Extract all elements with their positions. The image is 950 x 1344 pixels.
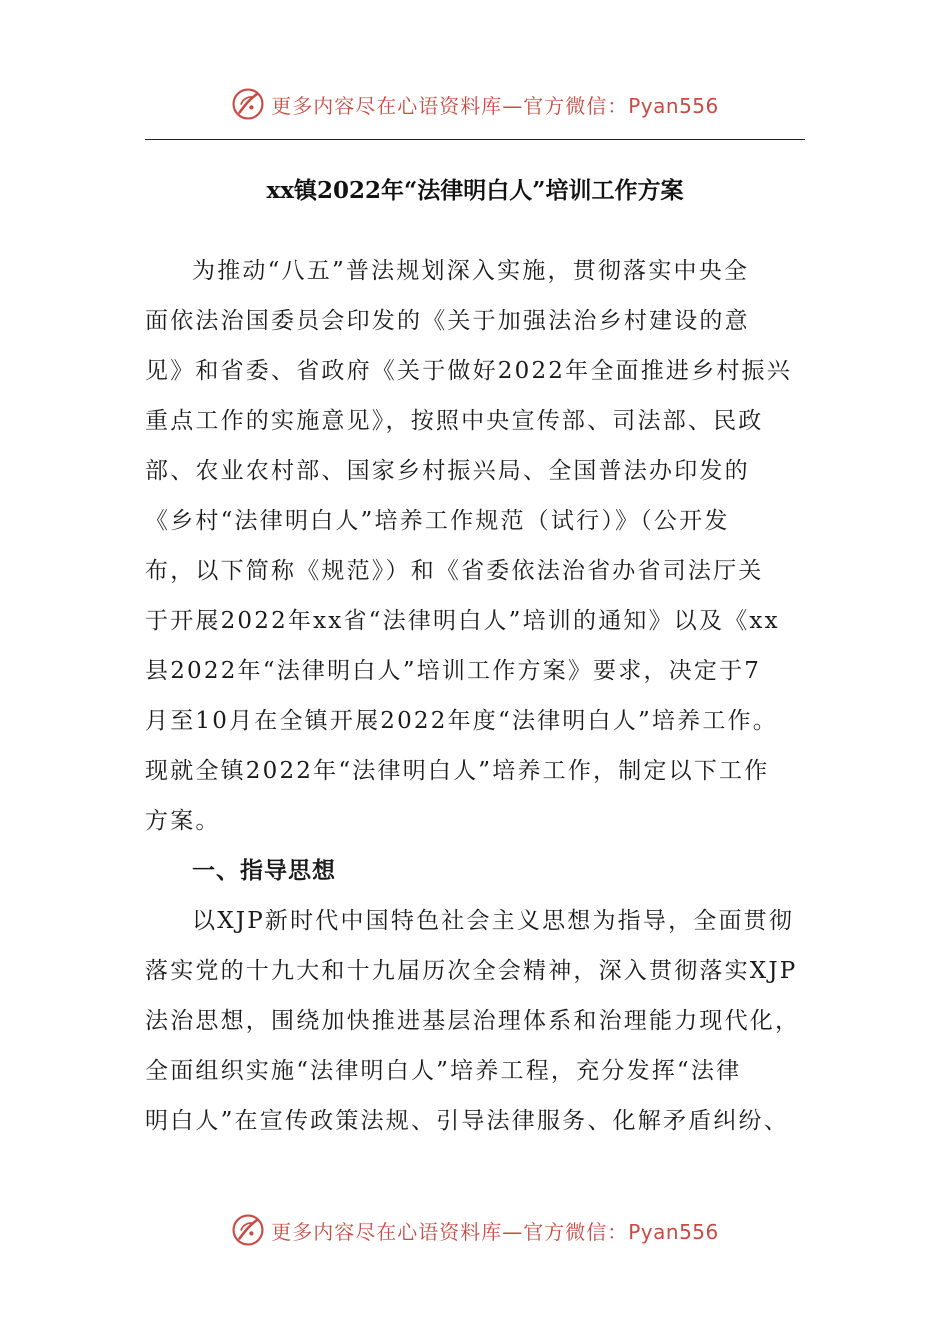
header-divider bbox=[145, 139, 805, 140]
text-line: 于开展2022年xx省“法律明白人”培训的通知》以及《xx bbox=[145, 608, 780, 634]
text-line: 面依法治国委员会印发的《关于加强法治乡村建设的意 bbox=[145, 308, 750, 334]
text-line: 为推动“八五”普法规划深入实施，贯彻落实中央全 bbox=[192, 258, 750, 284]
text-line: 方案。 bbox=[145, 808, 221, 834]
watermark-header bbox=[0, 84, 950, 124]
paragraph-intro bbox=[145, 246, 805, 846]
text-line: 现就全镇2022年“法律明白人”培养工作，制定以下工作 bbox=[145, 758, 770, 784]
document-title: xx镇2022年“法律明白人”培训工作方案 bbox=[266, 177, 684, 204]
text-line: 部、农业农村部、国家乡村振兴局、全国普法办印发的 bbox=[145, 458, 750, 484]
wechat-id: Pyan556 bbox=[628, 93, 719, 118]
text-line: 明白人”在宣传政策法规、引导法律服务、化解矛盾纠纷、 bbox=[145, 1108, 789, 1134]
watermark-footer bbox=[0, 1210, 950, 1250]
document-body bbox=[145, 246, 805, 1146]
wechat-id: Pyan556 bbox=[628, 1219, 719, 1244]
text-line: 重点工作的实施意见》，按照中央宣传部、司法部、民政 bbox=[145, 408, 764, 434]
pen-logo-icon bbox=[231, 1213, 265, 1247]
text-line: 法治思想，围绕加快推进基层治理体系和治理能力现代化， bbox=[145, 1008, 801, 1034]
watermark-text: 更多内容尽在心语资料库—官方微信：Pyan556 bbox=[271, 1219, 719, 1244]
pen-logo-icon bbox=[231, 87, 265, 121]
text-line: 县2022年“法律明白人”培训工作方案》要求，决定于7 bbox=[145, 658, 762, 684]
section-heading-guiding-ideology: 一、指导思想 bbox=[192, 858, 336, 884]
text-line: 以XJP新时代中国特色社会主义思想为指导，全面贯彻 bbox=[192, 908, 795, 934]
text-line: 《乡村“法律明白人”培养工作规范（试行）》（公开发 bbox=[145, 508, 730, 534]
text-line: 全面组织实施“法律明白人”培养工程，充分发挥“法律 bbox=[145, 1058, 742, 1084]
text-line: 月至10月在全镇开展2022年度“法律明白人”培养工作。 bbox=[145, 708, 778, 734]
watermark-text: 更多内容尽在心语资料库—官方微信：Pyan556 bbox=[271, 93, 719, 118]
text-line: 布，以下简称《规范》）和《省委依法治省办省司法厅关 bbox=[145, 558, 764, 584]
text-line: 落实党的十九大和十九届历次全会精神，深入贯彻落实XJP bbox=[145, 958, 798, 984]
text-line: 见》和省委、省政府《关于做好2022年全面推进乡村振兴 bbox=[145, 358, 792, 384]
paragraph-guiding-ideology bbox=[145, 896, 805, 1146]
